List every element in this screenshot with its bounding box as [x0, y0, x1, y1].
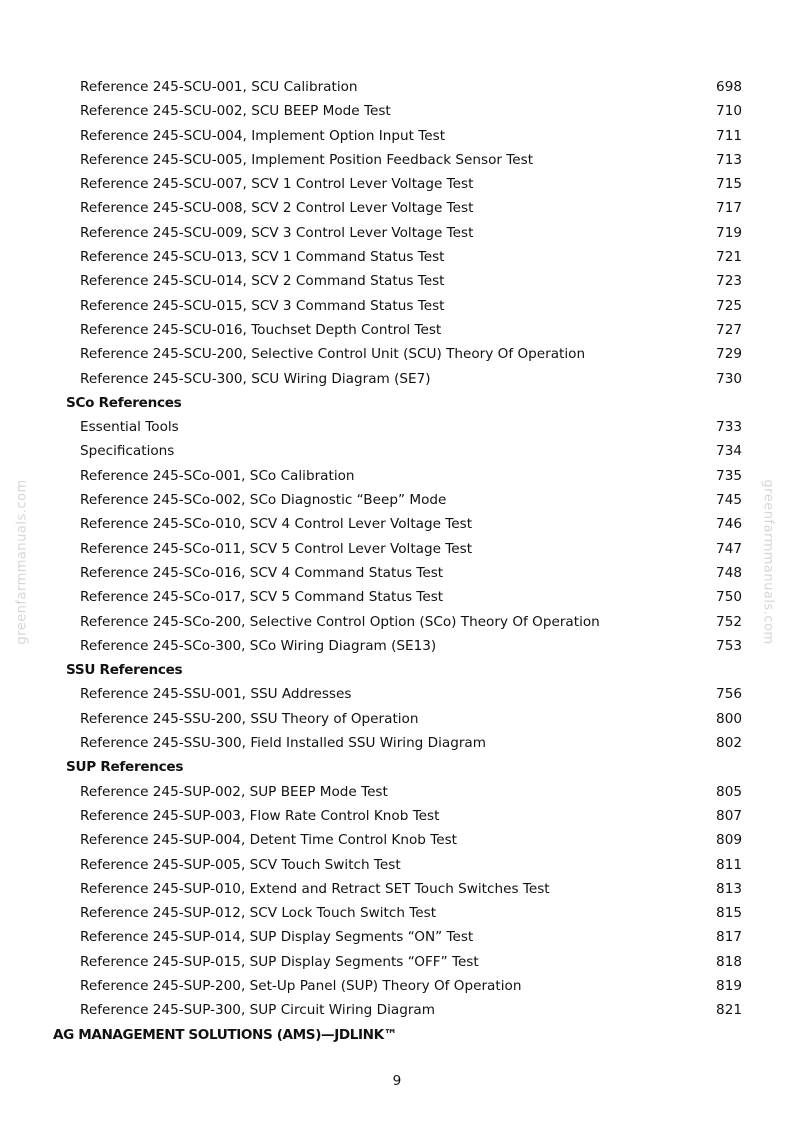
- toc-entry-title: Essential Tools: [80, 419, 179, 436]
- toc-entry-title: Reference 245-SUP-012, SCV Lock Touch Switch Test: [80, 905, 437, 922]
- toc-entry-page: 752: [716, 613, 742, 630]
- toc-entry-page: 698: [716, 79, 742, 95]
- toc-entry[interactable]: [0, 415, 794, 439]
- watermark-right: greenfarmmanuals.com: [760, 479, 776, 645]
- toc-entry-title: Reference 245-SCU-002, SCU BEEP Mode Test: [80, 103, 391, 120]
- toc-entry-title: Reference 245-SCo-011, SCV 5 Control Lever Voltage Test: [80, 540, 473, 557]
- toc-section-heading[interactable]: [0, 658, 794, 682]
- toc-entry[interactable]: [0, 877, 794, 901]
- toc-entry-title: Reference 245-SCo-002, SCo Diagnostic “Beep” Mode: [80, 492, 447, 509]
- toc-entry-title: Reference 245-SCo-016, SCV 4 Command Status Test: [80, 564, 444, 581]
- toc-entry-page: 819: [716, 977, 742, 994]
- toc-entry-page: 807: [716, 807, 742, 824]
- toc-entry-page: 753: [716, 637, 742, 654]
- toc-entry-title: Reference 245-SCo-001, SCo Calibration: [80, 467, 355, 484]
- toc-entry-page: 750: [716, 589, 742, 606]
- toc-entry-page: 747: [716, 540, 742, 557]
- toc-entry-page: 818: [716, 953, 742, 970]
- toc-entry-title: Reference 245-SCU-004, Implement Option Input Test: [80, 127, 446, 144]
- toc-entry-title: Reference 245-SCU-013, SCV 1 Command Status Test: [80, 249, 445, 266]
- toc-entry-title: Reference 245-SUP-003, Flow Rate Control Knob Test: [80, 807, 440, 824]
- toc-entry-page: 715: [716, 176, 742, 193]
- toc-entry-title: Reference 245-SCU-005, Implement Position Feedback Sensor Test: [80, 151, 534, 168]
- toc-entry-page: 729: [716, 346, 742, 363]
- toc-entry[interactable]: [0, 634, 794, 658]
- toc-entry-page: 710: [716, 103, 742, 120]
- toc-entry[interactable]: [0, 196, 794, 220]
- toc-entry[interactable]: [0, 998, 794, 1022]
- toc-entry-page: 711: [716, 127, 742, 144]
- toc-entry-title: Reference 245-SCo-200, Selective Control Option (SCo) Theory Of Operation: [80, 613, 600, 630]
- toc-section-title: SCo References: [66, 394, 182, 411]
- toc-entry[interactable]: [0, 269, 794, 293]
- toc-entry-title: Reference 245-SCo-300, SCo Wiring Diagram (SE13): [80, 637, 437, 654]
- toc-entry-title: Reference 245-SUP-200, Set-Up Panel (SUP) Theory Of Operation: [80, 977, 522, 994]
- toc-entry-title: Reference 245-SSU-200, SSU Theory of Operation: [80, 710, 419, 727]
- toc-entry-page: 734: [716, 443, 742, 460]
- toc-entry-page: 735: [716, 467, 742, 484]
- toc-entry-title: Reference 245-SCU-014, SCV 2 Command Status Test: [80, 273, 445, 290]
- toc-entry[interactable]: [0, 828, 794, 852]
- toc-entry[interactable]: [0, 99, 794, 123]
- toc-entry-page: 717: [716, 200, 742, 217]
- toc-entry-page: 727: [716, 321, 742, 338]
- toc-section-title: SUP References: [66, 759, 184, 776]
- toc-entry[interactable]: [0, 148, 794, 172]
- toc-entry-page: 725: [716, 297, 742, 314]
- toc-entry[interactable]: [0, 342, 794, 366]
- toc-entry-page: 723: [716, 273, 742, 290]
- toc-entry-page: 813: [716, 880, 742, 897]
- toc-section-title: SSU References: [66, 662, 183, 679]
- toc-entry-page: 809: [716, 832, 742, 849]
- toc-entry[interactable]: [0, 585, 794, 609]
- toc-entry-title: Reference 245-SCo-017, SCV 5 Command Status Test: [80, 589, 444, 606]
- toc-entry[interactable]: [0, 294, 794, 318]
- toc-entry[interactable]: [0, 367, 794, 391]
- toc-section-heading[interactable]: [0, 391, 794, 415]
- toc-entry[interactable]: [0, 172, 794, 196]
- toc-entry[interactable]: [0, 780, 794, 804]
- toc-entry[interactable]: [0, 901, 794, 925]
- toc-entry-title: Reference 245-SCU-016, Touchset Depth Control Test: [80, 321, 442, 338]
- toc-entry-title: Reference 245-SCU-001, SCU Calibration: [80, 79, 358, 95]
- toc-entry-title: Reference 245-SSU-001, SSU Addresses: [80, 686, 352, 703]
- toc-entry-title: Reference 245-SCU-015, SCV 3 Command Status Test: [80, 297, 445, 314]
- toc-entry-title: Reference 245-SUP-010, Extend and Retract SET Touch Switches Test: [80, 880, 550, 897]
- toc-entry[interactable]: [0, 318, 794, 342]
- toc-entry-page: 730: [716, 370, 742, 387]
- toc-entry-title: Reference 245-SSU-300, Field Installed SSU Wiring Diagram: [80, 735, 486, 752]
- toc-entry-title: Reference 245-SCU-009, SCV 3 Control Lever Voltage Test: [80, 224, 474, 241]
- toc-entry[interactable]: [0, 245, 794, 269]
- toc-entry[interactable]: [0, 75, 794, 99]
- toc-entry[interactable]: [0, 707, 794, 731]
- toc-entry[interactable]: [0, 512, 794, 536]
- toc-entry[interactable]: [0, 221, 794, 245]
- toc-entry[interactable]: [0, 682, 794, 706]
- toc-entry-title: Reference 245-SUP-005, SCV Touch Switch Test: [80, 856, 401, 873]
- toc-entry-page: 817: [716, 929, 742, 946]
- toc-entry[interactable]: [0, 561, 794, 585]
- toc-entry[interactable]: [0, 804, 794, 828]
- toc-entry[interactable]: [0, 974, 794, 998]
- page-number: 9: [392, 1073, 402, 1089]
- toc-entry-title: Specifications: [80, 443, 175, 460]
- toc-entry-page: 800: [716, 710, 742, 727]
- toc-entry[interactable]: [0, 731, 794, 755]
- toc-entry-title: Reference 245-SCU-200, Selective Control Unit (SCU) Theory Of Operation: [80, 346, 586, 363]
- toc-entry-title: Reference 245-SCU-008, SCV 2 Control Lever Voltage Test: [80, 200, 474, 217]
- toc-entry-page: 756: [716, 686, 742, 703]
- toc-entry-page: 821: [716, 1002, 742, 1019]
- toc-entry[interactable]: [0, 488, 794, 512]
- toc-entry-page: 719: [716, 224, 742, 241]
- toc-entry[interactable]: [0, 853, 794, 877]
- toc-section-heading[interactable]: [0, 755, 794, 779]
- toc-entry-title: Reference 245-SUP-014, SUP Display Segments “ON” Test: [80, 929, 474, 946]
- toc-chapter-heading[interactable]: [0, 1023, 794, 1047]
- toc-entry-page: 805: [716, 783, 742, 800]
- table-of-contents: [0, 75, 794, 1047]
- toc-entry-title: Reference 245-SUP-300, SUP Circuit Wiring Diagram: [80, 1002, 435, 1019]
- toc-entry[interactable]: [0, 537, 794, 561]
- toc-entry-page: 811: [716, 856, 742, 873]
- toc-entry-page: 802: [716, 735, 742, 752]
- toc-entry[interactable]: [0, 950, 794, 974]
- toc-entry-title: Reference 245-SCo-010, SCV 4 Control Lever Voltage Test: [80, 516, 473, 533]
- toc-entry-page: 815: [716, 905, 742, 922]
- toc-entry-page: 745: [716, 492, 742, 509]
- toc-entry-page: 746: [716, 516, 742, 533]
- toc-entry-page: 721: [716, 249, 742, 266]
- watermark-left: greenfarmmanuals.com: [14, 479, 30, 645]
- toc-entry-title: Reference 245-SCU-007, SCV 1 Control Lever Voltage Test: [80, 176, 474, 193]
- toc-entry-title: Reference 245-SUP-015, SUP Display Segments “OFF” Test: [80, 953, 479, 970]
- toc-entry[interactable]: [0, 925, 794, 949]
- toc-entry-title: Reference 245-SUP-004, Detent Time Control Knob Test: [80, 832, 457, 849]
- toc-entry-title: Reference 245-SCU-300, SCU Wiring Diagram (SE7): [80, 370, 431, 387]
- toc-entry[interactable]: [0, 464, 794, 488]
- toc-entry-page: 748: [716, 564, 742, 581]
- toc-entry-page: 733: [716, 419, 742, 436]
- toc-entry-page: 713: [716, 151, 742, 168]
- toc-chapter-title: AG MANAGEMENT SOLUTIONS (AMS)—JDLINK™: [53, 1026, 397, 1043]
- toc-entry[interactable]: [0, 610, 794, 634]
- toc-entry[interactable]: [0, 439, 794, 463]
- toc-entry[interactable]: [0, 124, 794, 148]
- toc-entry-title: Reference 245-SUP-002, SUP BEEP Mode Test: [80, 783, 388, 800]
